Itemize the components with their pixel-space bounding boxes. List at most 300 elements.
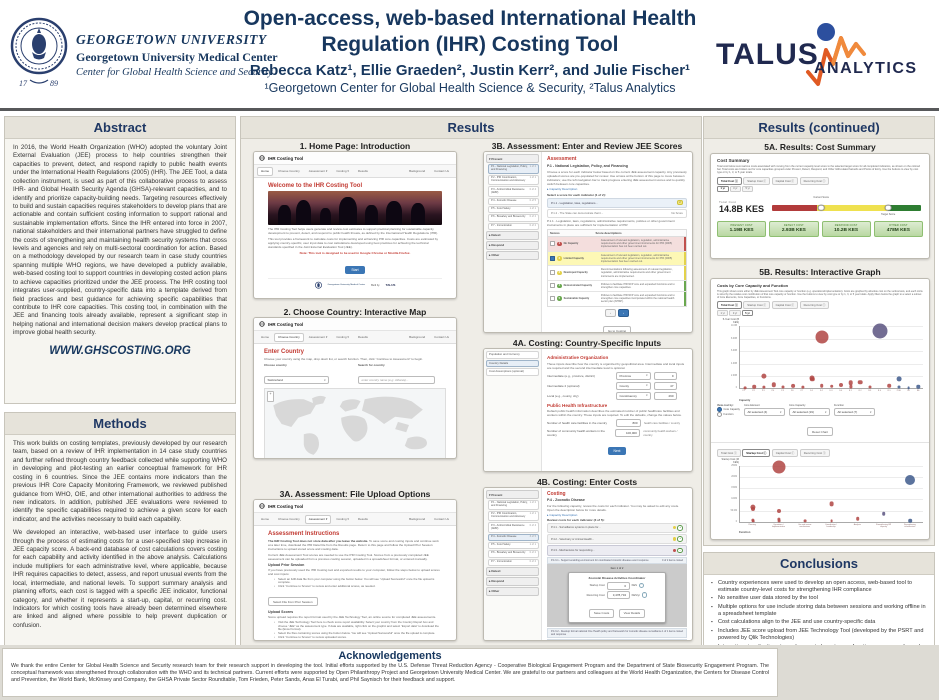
chevron-down-icon: ▾ [324,378,326,382]
graph-text: This graph shows costs either by JEE Assessment Tool core capacity or function (e.g. operations/implementation). Costs are graphed by absolute cost on the vertical axis, and each circle is sized by the relative cost contribution of that core capacity or function. Use the buttons to view by cost type or by 1, 3, or 5 year totals. Apply filters below the graph to a select a subset of Core Elements, Core Capacities, or Functions. [717,289,923,300]
app-title: IHR Costing Tool [268,155,304,161]
nav-item-choose-country[interactable]: Choose Country [278,517,300,521]
upload-prior-session-heading: Upload Prior Session [268,562,305,567]
score-description: Policies to facilitate IHR NFP core and expanded functions and to strengthen core capacities. [600,282,675,289]
stat-value: 1.19B KES [729,228,754,234]
cost-stat-box [874,221,923,237]
tab-total-cost[interactable]: Total Cost ⓘ [717,449,741,457]
tab-recurring-cost[interactable]: Recurring Cost ⓘ [800,301,830,309]
nav-item-background[interactable]: Background [409,169,426,173]
score-level-icon: 5 [558,297,561,301]
nav-item-choose-country[interactable]: Choose Country [278,169,300,173]
choose-country-label: Choose country [264,363,287,368]
app-navbar [254,513,456,526]
home-para2: This tool provides a framework to calculate costs for implementing and enhancing IHR core capacities. Costs are estimated by applying country-specific, user input data to cost calculations developed using best practices for achieving the technical standards specified in the Joint External Evaluation Tool (JEE). [268,236,439,249]
nav-item-choose-country[interactable]: Choose Country [274,333,304,342]
x-axis-label: Function [739,530,751,534]
country-search-input[interactable]: enter country name (e.g. Albania)... [358,376,435,384]
nav-item-background[interactable]: Background [409,335,426,339]
save-costs-button[interactable]: Save Costs [589,609,614,618]
public-health-infra-heading: Public Health Infrastructure [547,402,608,408]
items-costed-count: 0 of 2 items costed [662,558,683,562]
y-tick-label: 0 [735,520,737,523]
data-bubble[interactable] [815,330,828,343]
costing-sidebar [484,349,542,471]
globe-icon [259,503,265,509]
capacity-description-link[interactable]: ▸ Capacity Description [547,513,578,518]
stat-value: 2.93B KES [781,228,806,234]
select-score-label: Select a score for each indicator (1 of 2): [547,192,606,197]
search-country-label: Search for country [358,363,385,368]
data-bubble[interactable] [830,384,834,388]
fig3b-caption: 3B. Assessment: Enter and Review JEE Scores [491,141,683,151]
x-category-label: R.3 [868,390,872,393]
poster-title-line1: Open-access, web-based International Health [243,7,697,30]
data-bubble[interactable] [761,373,766,378]
year-button-3yr[interactable]: 3 yr [729,310,740,316]
year-button-3yr[interactable]: 3 yr [730,186,741,192]
conclusion-bullet: ▪ Includes JEE score upload from JEE Technology Tool (developed by the PSRT and powered by Qlik Technologies) [710,628,928,642]
score-row[interactable] [548,266,686,281]
data-bubble[interactable] [905,475,915,485]
startup-cost-label: Startup Cost [589,584,605,588]
year-button-1yr[interactable]: 1 yr [717,186,729,192]
core-capacity-select[interactable]: All selected (19) ▾ [789,408,830,416]
sidebar-item[interactable]: P.4 - Zoonotic Disease 0 of 5 [488,198,539,205]
y-axis-label: 5-Year Cost (B KES) [722,318,739,325]
score-row[interactable] [548,252,686,267]
nav-item-contact-us[interactable]: Contact Us [434,335,449,339]
sidebar-group-detect[interactable]: ▸ Detect [486,567,539,576]
data-bubble[interactable] [908,519,912,523]
go-to-costing-button[interactable]: Go to Costing [603,326,631,332]
startup-cost-input[interactable]: 0 [607,582,630,590]
year-button-5yr[interactable]: 5 yr [742,186,753,192]
score-row[interactable] [548,281,686,292]
nav-item-assessment[interactable]: Assessment ▾ [305,515,332,524]
score-checkbox[interactable] [550,283,555,288]
upload-bullet: • Click “Continue to Scores” to review and enter additional scores, as needed. [274,585,442,589]
total-cost-value: 14.8B KES [719,203,765,214]
data-bubble[interactable] [810,377,814,381]
score-color-strip [684,281,687,291]
expand-plus-icon[interactable]: + [679,524,682,529]
function-filter-label: Function [833,404,844,408]
data-bubble[interactable] [753,385,757,389]
tab-startup-cost[interactable]: Startup Cost ⓘ [743,301,770,309]
sidebar-item[interactable]: P.6 - Biosafety and Biosecurity 0 of 2 [488,550,539,557]
core-capacity-filter-label: Core Capacity [788,404,806,408]
tab-recurring-cost[interactable]: Recurring Cost ⓘ [800,449,830,457]
data-bubble[interactable] [830,519,833,522]
tab-capital-cost[interactable]: Capital Cost ⓘ [772,177,799,185]
x-category-label: P.5 [781,390,784,393]
expand-plus-icon[interactable]: + [679,536,682,541]
upload-scores-text: Score upload requires the report format used by the JEE Technology Tool, an online source for completed JEE assessments. [268,615,437,620]
y-tick-label: 250M [731,464,737,467]
footer-georgetown-text: Georgetown University Medical Center [327,283,366,286]
ghscosting-url: WWW.GHSCOSTING.ORG [49,344,191,357]
tab-capital-cost[interactable]: Capital Cost ⓘ [772,449,799,457]
talus-wordmark: TALUS [716,38,819,71]
fig4b-caption: 4B. Costing: Enter Costs [536,477,638,487]
country-select[interactable]: Switzerland ▾ [264,376,329,384]
cost-type-tabs [717,449,923,457]
scores-column-header: Scores [550,231,560,236]
sidebar-group-detect[interactable]: ▸ Detect [486,231,539,240]
data-bubble[interactable] [773,461,786,474]
cost-type-tabs [717,301,923,309]
sidebar-group-prevent[interactable]: ▾ Prevent [486,154,539,163]
nav-item-home[interactable]: Home [261,517,270,521]
costing-para: For the following capacity, review the costs for each indicator. You may be asked to edit any costs. Open the description below for more details. [547,503,680,512]
score-color-strip [684,292,687,306]
results-continued-heading: Results (continued) [704,117,934,139]
tab-total-cost[interactable]: Total Cost ⓘ [717,301,742,309]
core-element-select[interactable]: All selected (4) ▾ [744,408,785,416]
capacity-sidebar [484,152,542,332]
sidebar-item[interactable]: P.2 - IHR Coordination, Communication and Advocacy 1 of 1 [488,511,539,521]
sidebar-item[interactable]: Population and Currency [486,351,539,359]
y-tick-label: 6.00B [730,350,737,353]
cost-item-title: Zoonotic Disease Activities Coordinator [588,575,646,580]
data-bubble[interactable] [777,509,781,513]
fig1-caption: 1. Home Page: Introduction [299,141,411,151]
score-description: Assessment of relevant legislation, regulation, administrative requirements and other government instruments for IHR (2005) implementation has been carried out. [600,253,673,263]
y-tick-label: 200M [731,476,737,479]
admin-level-select[interactable]: County ▾ [616,382,651,390]
score-checkbox[interactable] [550,296,555,301]
score-badge: 2 [677,200,683,205]
data-bubble[interactable] [872,323,887,338]
info-icon[interactable]: i [639,583,644,588]
admin-level-count-input[interactable]: 9 [654,372,677,380]
score-description: Policies to facilitate IHR NFP core and expanded functions and to strengthen core capacities incorporated within the national health sector plan (NHSP). [600,294,675,304]
sidebar-item[interactable]: P.1 - National Legislation, Policy, and Financing 1 of 2 [488,164,539,174]
x-category-label: R.4 [877,390,881,393]
conclusion-bullet: ▪ No sensitive user data stored by the tool [710,595,928,602]
data-bubble[interactable] [762,385,765,388]
data-bubble[interactable] [882,512,886,516]
map-zoom-control[interactable]: + [267,391,274,402]
upload-prior-text: If you have previously used the IHR Costing tool and exported results to your computer, follow the steps below to upload scores and cost inputs: [268,568,440,577]
tab-capital-cost[interactable]: Capital Cost ⓘ [772,301,799,309]
cost-stat-boxes [717,221,923,237]
app-title: IHR Costing Tool [268,321,304,327]
nav-item-costing[interactable]: Costing ▾ [336,169,349,173]
score-level-icon: 4 [558,284,561,288]
chw-count-input[interactable]: 100,000 [615,429,640,437]
indicator-row-p12[interactable] [547,209,687,218]
nav-item-results[interactable]: Results [357,517,368,521]
data-bubble[interactable] [897,377,902,382]
admin-level-count-input[interactable]: 290 [654,392,677,400]
data-bubble[interactable] [791,384,795,388]
sidebar-group-other[interactable]: ▸ Other [486,251,539,260]
nav-item-contact-us[interactable]: Contact Us [434,517,449,521]
next-button[interactable]: Next [608,447,627,455]
next-indicator-button[interactable]: › [618,309,629,317]
score-row[interactable] [548,292,686,306]
fig4a-inputs-screenshot [483,348,693,472]
sidebar-item[interactable]: P.6 - Biosafety and Biosecurity 0 of 2 [488,214,539,221]
header-divider [0,108,939,111]
score-description: Assessment of relevant legislation, regulation, administrative requirements and other government instruments for IHR (2005) implementation has not been carried out. [600,239,673,249]
cost-indicator-row[interactable] [547,523,687,533]
nav-item-home[interactable]: Home [261,335,270,339]
sidebar-item[interactable]: P.7 - Immunization 0 of 2 [488,223,539,230]
action-sub-row[interactable] [547,639,687,640]
collapse-minus-icon[interactable]: − [679,547,682,552]
tab-startup-cost[interactable]: Startup Cost ⓘ [743,177,770,185]
x-category-label: Strengthening HR capacity [876,523,892,528]
year-button-1yr[interactable]: 1 yr [717,310,728,316]
function-select[interactable]: All selected (7) ▾ [834,408,875,416]
cost-stat-box [769,221,818,237]
sidebar-group-prevent[interactable]: ▾ Prevent [486,490,539,499]
footer-talus-logo: TALUS [385,283,396,288]
conclusion-bullet: ▪ Cost calculations align to the JEE and use country-specific data [710,619,928,626]
sidebar-item[interactable]: P.5 - Food Safety 1 of 1 [488,542,539,549]
nav-item-assessment[interactable]: Assessment ▾ [308,169,328,173]
core-element-filter-label: Core Element [743,404,760,408]
y-tick-label: 50.0M [730,509,737,512]
upload-bullet: • Visit the JEE Technology Tool here to check score report availability. Select your country from the Country Report box and choose “JEE” as the assessment type. If data are available, right click on the graphic and select “Export data” to download the file (Excel format). [274,621,442,632]
methods-para1: This work builds on costing templates, previously developed by our research team, based on a review of IHR implementation in 14 case study countries and further refined through country feedback collected while supporting WHO in developing and pilot-testing an earlier conceptual framework for IHR costing in 6 countries. Since the JEE contains more indicators than the previous IHR Core Capacity Monitoring Framework, we reviewed published guidance from WHO, OIE, and other international authorities to address the new indicators. In addition, published JEE evaluations were reviewed to identify the specific capabilities required to achieve a given score for each indicator, and the activities necessary to build each capability. [13,440,227,523]
x-category-label: Strengthening infrastructure [903,523,916,528]
total-cost-label: Total Cost [719,199,737,204]
sidebar-item[interactable]: Cost Assumptions (optional) [486,368,539,376]
nav-item-results[interactable]: Results [357,335,368,339]
x-category-label: Use and review mechanisms [798,523,812,528]
seal-year-right: 89 [50,79,58,88]
nav-item-contact-us[interactable]: Contact Us [434,169,449,173]
fig2-map-screenshot [253,317,457,459]
admin-level-count-input[interactable]: 47 [654,382,677,390]
capacity-title: P.4 - Zoonotic Disease [547,498,585,502]
app-title: IHR Costing Tool [268,503,304,509]
nav-item-background[interactable]: Background [409,517,426,521]
x-category-label: P.2 [752,390,755,393]
methods-heading: Methods [5,413,235,435]
data-bubble[interactable] [869,386,872,389]
home-para1: The IHR Costing Tool helps users generate and review cost estimates to support practical planning for sustainable capacity development to prevent, detect, and respond to public health threats, as defined by the International Health Regulations (IHR). [268,227,439,236]
status-red-icon [673,549,676,552]
x-category-label: P.7 [800,390,804,393]
data-bubble[interactable] [849,385,852,388]
gauge-segment-yellow [817,205,889,211]
x-category-label: D.1 [810,390,814,393]
nav-item-assessment[interactable]: Assessment ▾ [308,335,328,339]
facility-count-input[interactable]: 800 [616,419,641,427]
y-tick-label: 100M [731,498,737,501]
indicator-row-p11[interactable] [547,198,687,208]
year-toggle [717,310,923,316]
indicator-label: P.1.2 - The State can demonstrate that it... [551,211,604,216]
action-sub-row[interactable] [547,557,687,564]
prev-indicator-button[interactable]: ‹ [605,309,616,317]
tab-recurring-cost[interactable]: Recurring Cost ⓘ [800,177,830,185]
sidebar-group-respond[interactable]: ▸ Respond [486,577,539,586]
view-cost-by-label: View cost by: [717,404,734,408]
sidebar-item[interactable]: P.1 - National Legislation, Policy, and Financing 1 of 2 [488,500,539,510]
nav-item-costing[interactable]: Costing ▾ [336,335,349,339]
nav-item-home[interactable]: Home [257,167,273,176]
x-category-label: RE [916,390,920,393]
fig1-home-screenshot [253,151,457,299]
capacity-description-link[interactable]: ▸ Capacity Description [547,187,578,192]
x-category-label: R.2 [858,390,862,393]
x-axis-label: Capacity [739,399,751,403]
tab-startup-cost[interactable]: Startup Cost ⓘ [742,449,770,457]
chevron-down-icon: ▾ [646,384,648,388]
y-tick-label: 0 [735,387,737,390]
data-bubble[interactable] [916,385,919,388]
nav-item-costing[interactable]: Costing ▾ [336,517,349,521]
x-category-label: Analysis [853,523,861,526]
fig2-caption: 2. Choose Country: Interactive Map [283,307,427,317]
cost-type-tabs [717,177,923,185]
upload-bullet: • Select an IHR data file from your computer using the button below. You will see “Upload Successful” once the file upload is complete. [274,578,442,586]
start-button[interactable]: Start [345,266,364,274]
score-level-icon: 3 [558,271,561,275]
cost-stat-box [822,221,871,237]
data-bubble[interactable] [858,380,863,385]
action-sub-row[interactable] [547,628,687,638]
score-level-name: No Capacity [563,242,579,246]
data-bubble[interactable] [887,384,891,388]
fig3b-scores-screenshot [483,151,693,333]
score-level-icon: 1 [558,242,561,246]
score-row[interactable] [548,237,686,252]
tab-total-cost[interactable]: Total Cost ⓘ [717,177,742,185]
score-checkbox[interactable] [550,241,555,246]
sidebar-item[interactable]: P.5 - Food Safety 1 of 1 [488,206,539,213]
target-score-label: Target Score [881,212,896,216]
georgetown-seal-icon [10,12,68,96]
sidebar-item[interactable]: Country Details [486,360,539,368]
x-category-label: D.2 [819,390,823,393]
sidebar-item[interactable]: P.3 - Antimicrobial Resistance (AMR) 0 of 4 [488,186,539,196]
score-level-name: Developed Capacity [563,271,588,275]
year-button-5yr[interactable]: 5 yr [742,310,754,316]
data-bubble[interactable] [839,383,843,387]
data-bubble[interactable] [820,384,824,388]
stat-label: PREVENT COST [730,224,753,228]
data-bubble[interactable] [751,507,755,511]
browser-note: Note: This tool is designed to be used in Google Chrome or Mozilla Firefox. [299,251,411,256]
admin-level-select[interactable]: Province ▾ [616,372,651,380]
stat-label: DETECT COST [783,224,804,228]
abstract-section [4,116,236,404]
admin-level-select[interactable]: Constituency ▾ [616,392,651,400]
cost-indicator-row[interactable] [547,534,687,544]
sidebar-item[interactable]: P.3 - Antimicrobial Resistance (AMR) 0 of 4 [488,522,539,532]
app-navbar [254,165,456,178]
world-map[interactable] [264,388,446,459]
conclusion-bullet: ▪ Country experiences were used to develop an open access, web-based tool to estimate country-level costs for strengthening IHR compliance [710,580,928,594]
score-level-name: Demonstrated Capacity [563,284,593,288]
y-tick-label: 4.00B [730,362,737,365]
sidebar-item[interactable]: P.7 - Immunization 0 of 2 [488,559,539,566]
x-category-label: Planning [748,523,756,526]
score-table [547,229,687,306]
georgetown-medical-center: Georgetown University Medical Center [76,50,278,64]
acknowledgements-body: We thank the entire Center for Global Health Science and Security research team for their research support in developing the tool. Initial efforts supported by the U.S. Defense Threat Reduction Agency - Cooperative Biological Engagement Program and the Department of State Biosecurity Engagement Program. The conceptual framework was strengthened through collaboration with the WHO and its technical partners. Current efforts were supported by Open Philanthropy Project and Georgetown University Medical Center. We are grateful to our partners and colleagues at the World Health Organization, the Centers for Disease Control and Prevention, the World Bank, McKinsey and Company, the GHSA Private Sector Roundtable, Tom Frieden, Peter Sands, Anas El Turabi, and Phil Saynisch for their feedback and support. [11,663,769,683]
data-bubble[interactable] [856,517,860,521]
sidebar-group-respond[interactable]: ▸ Respond [486,241,539,250]
cost-entry-modal [568,572,665,624]
data-bubble[interactable] [772,382,776,386]
no-score-label: No Score [671,211,683,216]
data-bubble[interactable] [897,386,900,389]
country-instructions: Choose your country using the map, drop down list, or search function. Then, click “Continue to Assessment” to begin. [264,357,423,361]
admin-organization-heading: Administrative Organization [547,355,609,360]
abstract-heading: Abstract [5,117,235,139]
recurring-cost-input[interactable]: 3,478,734 [607,591,630,599]
upload-bullet: • Select the files containing scores using the button below. You will see “Upload Successful” once the file upload is complete. [274,632,442,636]
year-toggle [717,186,923,192]
capacity-bubble-chart [717,318,923,402]
data-bubble[interactable] [801,386,804,389]
fig4b-costs-screenshot [483,487,693,641]
sidebar-item[interactable]: P.2 - IHR Coordination, Communication and Advocacy 1 of 1 [488,175,539,185]
results-heading: Results [241,117,701,139]
info-icon[interactable]: i [642,592,647,597]
assessment-instructions-heading: Assessment Instructions [268,531,340,537]
score-checkbox[interactable] [550,270,555,275]
data-bubble[interactable] [804,519,807,522]
startup-cost-unit: KES [631,584,637,588]
target-score-marker[interactable] [885,204,892,211]
view-details-button[interactable]: View Details [619,609,645,618]
poster-header [0,0,939,108]
fig3a-caption: 3A. Assessment: File Upload Options [279,489,431,499]
sidebar-group-other[interactable]: ▸ Other [486,587,539,596]
nav-item-results[interactable]: Results [357,169,368,173]
radio-label: Function [723,413,734,417]
cost-indicator-label: P.4.2 - Veterinary or Animal Health... [551,537,595,541]
status-yellow-icon [673,537,676,540]
current-score-label: Current Score [813,195,829,199]
data-bubble[interactable] [829,502,834,507]
function-bubble-chart [717,458,923,534]
x-category-label: D.3 [829,390,833,393]
select-file-prior-session-button[interactable]: Select File from Prior Session [268,597,318,606]
recurring-cost-unit: KES/yr [631,593,640,597]
app-navbar [254,331,456,344]
fig4a-caption: 4A. Costing: Country-Specific Inputs [512,338,662,348]
score-level-name: Limited Capacity [563,256,584,260]
x-category-label: P.3 [761,390,765,393]
public-health-infra-text: Default public health information describes the estimated number of public healthcare facilities and workers within the country. These inputs are required. To edit the defaults, change the values below. [547,409,682,418]
stat-value: 478M KES [886,228,910,234]
score-checkbox[interactable] [550,256,555,261]
reset-chart-button[interactable]: Reset Chart [807,427,833,436]
x-category-label: R.5 [887,390,891,393]
cost-entry-area [547,564,687,627]
admin-level-label: Intermediate (e.g., province, district) [547,373,595,378]
sidebar-item[interactable]: P.4 - Zoonotic Disease 3 of 5 [488,534,539,541]
status-yellow-icon [673,526,676,529]
fig5b-caption: 5B. Results: Interactive Graph [759,267,881,277]
x-category-label: P.1 [742,390,746,393]
radio-function[interactable] [717,412,722,417]
welcome-heading: Welcome to the IHR Costing Tool [268,183,363,189]
cost-indicator-label: P.4.3 - Mechanisms for responding... [551,549,595,552]
cost-indicator-row-expanded[interactable] [547,545,687,555]
current-score-marker[interactable] [818,204,825,211]
